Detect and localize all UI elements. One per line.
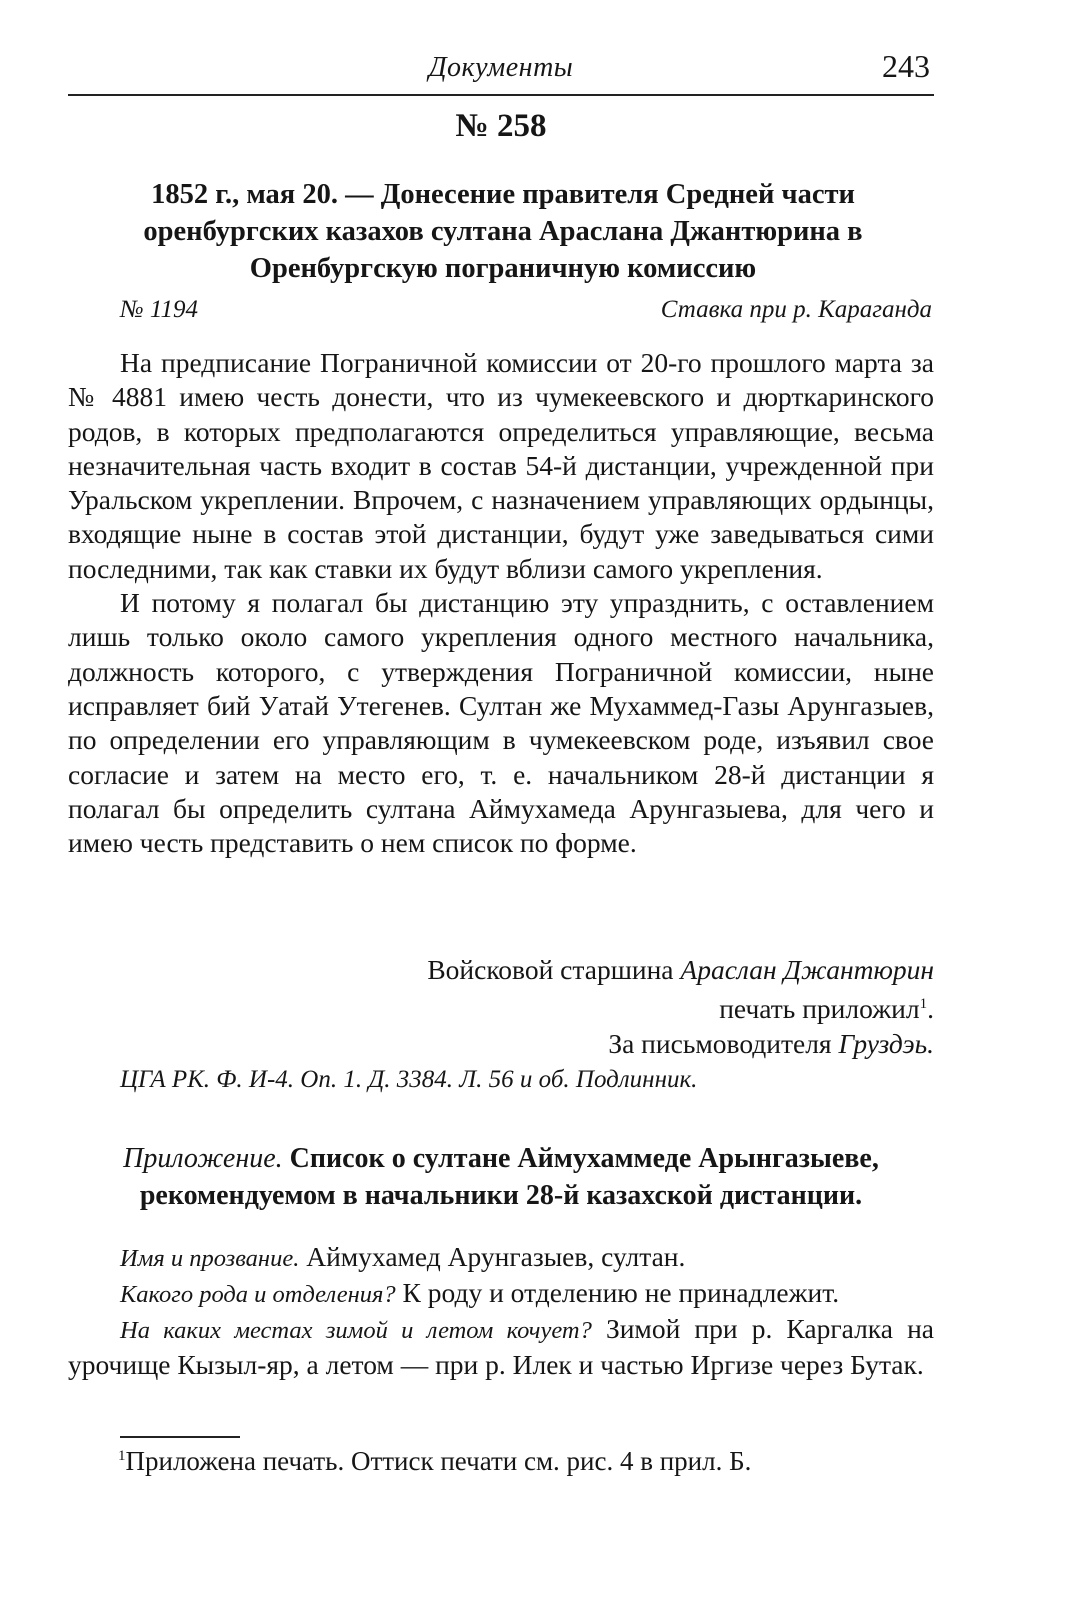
field-value: Зимой при р. Каргалка на урочище Кызыл-яр, а летом — при р. Илек и частью Иргизе через Бутак. <box>68 1313 934 1380</box>
page-number: 243 <box>882 48 930 84</box>
seal-note: печать приложил <box>719 993 920 1025</box>
field-label: Имя и прозвание. <box>120 1245 300 1272</box>
document-body <box>68 346 934 860</box>
document-number: № 258 <box>455 108 547 144</box>
footnote <box>118 1446 751 1477</box>
signature-block <box>234 952 934 1061</box>
footnote-divider <box>120 1436 240 1438</box>
appendix-heading <box>68 1140 934 1214</box>
appendix-field <box>68 1312 934 1382</box>
field-value: Аймухамед Арунгазыев, султан. <box>306 1241 686 1272</box>
appendix-fields <box>68 1240 934 1382</box>
field-label: На каких местах зимой и летом кочует? <box>120 1317 592 1344</box>
field-value: К роду и отделению не принадлежит. <box>402 1277 840 1308</box>
footnote-number: 1 <box>118 1448 126 1464</box>
appendix-field <box>68 1276 934 1312</box>
body-paragraph: И потому я полагал бы дистанцию эту упразднить, с оставлением лишь только около самого укрепления одного местного начальника, должность которого, с утверждения Пограничной комиссии, ныне исправляет бий Уатай Утегенев. Султан же Мухаммед-Газы Арунгазыев, по определении его управляющим в чумекеевском роде, изъявил свое согласие и затем на место его, т. е. начальником 28-й дистанции я полагал бы определить султана Аймухамеда Арунгазыева, для чего и имею честь представить о нем список по форме. <box>68 587 934 859</box>
seal-line: печать приложил$^1$. <box>719 993 934 1025</box>
clerk-name: Груздэь. <box>838 1028 934 1060</box>
reference-number: № 1194 <box>120 296 198 323</box>
body-paragraph: На предписание Пограничной комиссии от 20-го прошлого марта за № 4881 имею честь донести, что из чумекеевского и дюрткаринского родов, в которых предполагаются определиться управляющие, весьма незначительная часть входит в состав 54-й дистанции, учрежденной при Уральском укреплении. Впрочем, с назначением управляющих ордынцы, входящие ныне в состав этой дистанции, будут уже заведываться сими последними, так как ставки их будут вблизи самого укрепления. <box>68 347 934 584</box>
appendix-label: Приложение. <box>123 1143 283 1174</box>
footnote-text: Приложена печать. Оттиск печати см. рис. 4 в прил. Б. <box>125 1446 752 1476</box>
signatory-name: Араслан Джантюрин <box>680 954 934 985</box>
reference-place: Ставка при р. Караганда <box>660 296 932 323</box>
running-title: Документы <box>428 52 574 83</box>
field-label: Какого рода и отделения? <box>120 1281 396 1308</box>
archive-reference: ЦГА РК. Ф. И-4. Оп. 1. Д. 3384. Л. 56 и об. Подлинник. <box>120 1066 698 1093</box>
signatory-rank: Войсковой старшина <box>427 954 674 985</box>
footnote-mark: 1 <box>919 996 928 1012</box>
running-head <box>68 44 934 96</box>
clerk-prefix: За письмоводителя <box>608 1028 832 1060</box>
clerk-line <box>234 1026 934 1061</box>
signature-line <box>234 952 934 987</box>
document-heading: 1852 г., мая 20. — Донесение правителя Средней части оренбургских казахов султана Араслана Джантюрина в Оренбургскую пограничную комиссию <box>143 179 863 284</box>
appendix-title: Список о султане Аймухаммеде Арынгазыеве, рекомендуемом в начальники 28-й казахской дистанции. <box>139 1143 879 1211</box>
appendix-field <box>68 1240 934 1276</box>
reference-line <box>120 296 932 336</box>
